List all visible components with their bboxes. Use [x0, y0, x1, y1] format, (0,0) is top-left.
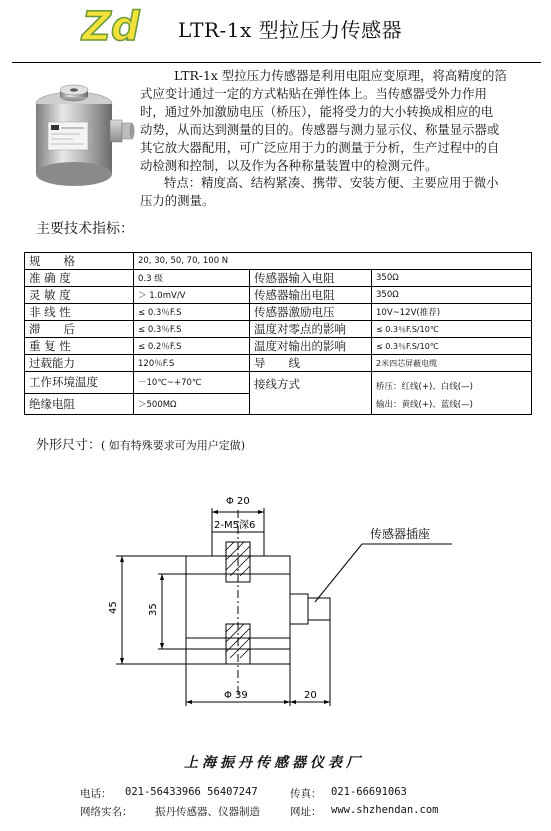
spec-value: ≤ 0.3％F.S/10℃ [372, 338, 532, 355]
spec-value: 120％F.S [134, 355, 250, 372]
spec-label: 温度对输出的影响 [250, 338, 372, 355]
wiring-line: 桥压：红线(+)、白线(—) [376, 382, 473, 392]
spec-label: 灵 敏 度 [25, 287, 134, 304]
wiring-value [372, 372, 532, 415]
dim-top-diameter: Φ 20 [226, 496, 250, 507]
phone-label: 电话： [80, 788, 112, 800]
wiring-line: 输出：黄线(+)、蓝线(—) [376, 400, 473, 410]
dimension-drawing [100, 474, 470, 714]
spec-value: ＞ 1.0mV/V [134, 287, 250, 304]
intro-line: 时，通过外加激励电压（桥压），能将受力的大小转换成相应的电 [140, 104, 494, 119]
spec-heading: 主要技术指标： [36, 221, 134, 237]
url-link[interactable]: www.shzhendan.com [331, 804, 439, 816]
spec-label: 重 复 性 [25, 338, 134, 355]
intro-line: 式应变计通过一定的方式粘贴在弹性体上。当传感器受外力作用 [140, 86, 487, 101]
intro-line: 动势，从而达到测量的目的。传感器与测力显示仪、称量显示器或 [140, 122, 500, 137]
spec-value: 10V~12V(推荐) [372, 304, 532, 321]
spec-label: 传感器输出电阻 [250, 287, 372, 304]
phone-value: 021-56433966 56407247 [125, 786, 258, 798]
spec-label: 非 线 性 [25, 304, 134, 321]
table-row [25, 287, 532, 304]
spec-value: 20, 30, 50, 70, 100 N [134, 253, 532, 270]
spec-label: 规 格 [25, 253, 134, 270]
spec-value: 350Ω [372, 287, 532, 304]
socket-label: 传感器插座 [370, 527, 431, 541]
web-name-value: 振丹传感器、仪器制造 [155, 806, 260, 818]
spec-label: 接线方式 [250, 372, 372, 415]
dimension-heading [36, 434, 245, 453]
table-row [25, 321, 532, 338]
intro-line: 压力的测量。 [140, 193, 215, 208]
dim-height-inner: 35 [148, 603, 159, 616]
spec-label: 绝缘电阻 [25, 393, 134, 415]
table-row [25, 270, 532, 287]
dim-thread: 2-M5深6 [214, 520, 256, 531]
spec-label: 工作环境温度 [25, 372, 134, 394]
dim-height-outer: 45 [108, 601, 119, 614]
web-name-label: 网络实名： [80, 806, 133, 818]
url-label: 网址： [290, 806, 322, 818]
spec-value: ≤ 0.3％F.S/10℃ [372, 321, 532, 338]
spec-table [24, 252, 532, 415]
table-row [25, 253, 532, 270]
spec-value: ≤ 0.3％F.S [134, 304, 250, 321]
dimension-title: 外形尺寸： [36, 438, 102, 453]
spec-label: 传感器激励电压 [250, 304, 372, 321]
company-logo [80, 2, 144, 50]
intro-line: LTR-1x 型拉压力传感器是利用电阻应变原理，将高精度的箔 [174, 68, 507, 83]
spec-label: 导 线 [250, 355, 372, 372]
spec-value: 2米四芯屏蔽电缆 [372, 355, 532, 372]
fax-label: 传真： [290, 788, 322, 800]
spec-label: 过载能力 [25, 355, 134, 372]
spec-value: ＞500MΩ [134, 393, 250, 415]
table-row [25, 304, 532, 321]
spec-label: 传感器输入电阻 [250, 270, 372, 287]
table-row [25, 372, 532, 394]
table-row [25, 338, 532, 355]
product-photo [18, 76, 136, 194]
spec-value: ≤ 0.2％F.S [134, 338, 250, 355]
spec-value: 0.3 级 [134, 270, 250, 287]
company-name: 上海振丹传感器仪表厂 [184, 755, 364, 771]
spec-label: 温度对零点的影响 [250, 321, 372, 338]
table-row [25, 355, 532, 372]
dimension-note: ( 如有特殊要求可为用户定做) [101, 439, 246, 452]
intro-line: 特点：精度高、结构紧凑、携带、安装方便、主要应用于微小 [164, 175, 499, 190]
page-title: LTR-1x 型拉压力传感器 [178, 18, 403, 42]
dim-bottom-diameter: Φ 39 [224, 690, 248, 701]
spec-label: 准 确 度 [25, 270, 134, 287]
fax-value: 021-66691063 [331, 786, 407, 798]
spec-value: ≤ 0.3％F.S [134, 321, 250, 338]
logo-text: Zd [82, 4, 140, 50]
intro-line: 动检测和控制，以及作为各种称量装置中的检测元件。 [140, 158, 438, 173]
spec-label: 滞 后 [25, 321, 134, 338]
dim-socket-length: 20 [304, 690, 317, 701]
spec-value: －10℃~+70℃ [134, 372, 250, 394]
spec-value: 350Ω [372, 270, 532, 287]
header-rule [12, 62, 541, 63]
intro-line: 其它放大器配用，可广泛应用于力的测量于分析，生产过程中的自 [140, 140, 500, 155]
